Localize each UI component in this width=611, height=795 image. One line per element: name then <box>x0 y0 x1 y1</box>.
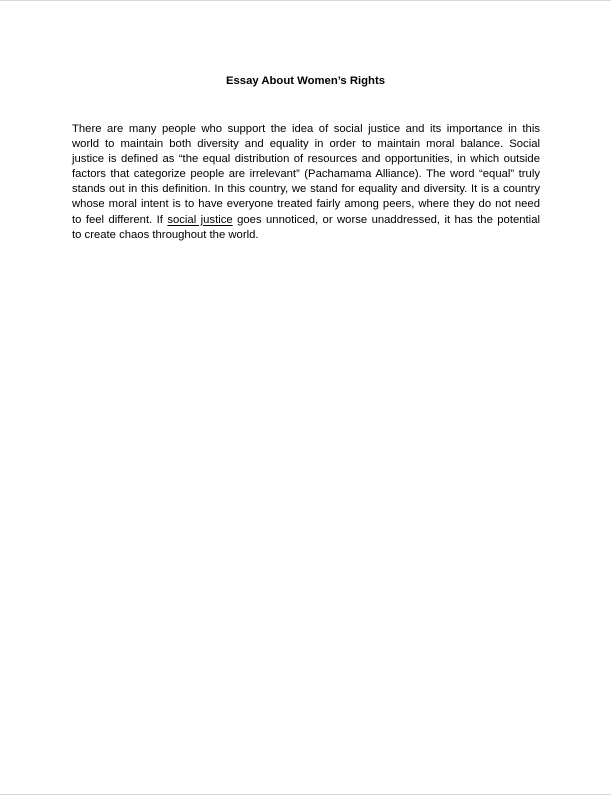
paragraph-line-4: factors that categorize people are irrelevant” (Pachamama Alliance). The word “equal” truly <box>72 168 540 181</box>
essay-title: Essay About Women’s Rights <box>225 75 386 87</box>
paragraph-line-5: stands out in this definition. In this country, we stand for equality and diversity. It is a country <box>72 183 540 196</box>
paragraph-line-3: justice is defined as “the equal distribution of resources and opportunities, in which outside <box>72 153 540 166</box>
social-justice-link[interactable]: social justice <box>167 213 233 226</box>
paragraph-line-2: world to maintain both diversity and equality in order to maintain moral balance. Social <box>72 138 540 151</box>
paragraph-line-1: There are many people who support the idea of social justice and its importance in this <box>72 123 540 135</box>
line-7-end: goes unnoticed, or worse unaddressed, it has the potential <box>232 213 540 226</box>
paragraph-line-6: whose moral intent is to have everyone treated fairly among peers, where they do not need <box>72 198 540 211</box>
line-7-start: to feel different. If <box>72 213 168 226</box>
paragraph-line-8: to create chaos throughout the world. <box>72 228 259 241</box>
paragraph-line-7 <box>72 213 540 228</box>
essay-paragraph <box>72 122 540 243</box>
